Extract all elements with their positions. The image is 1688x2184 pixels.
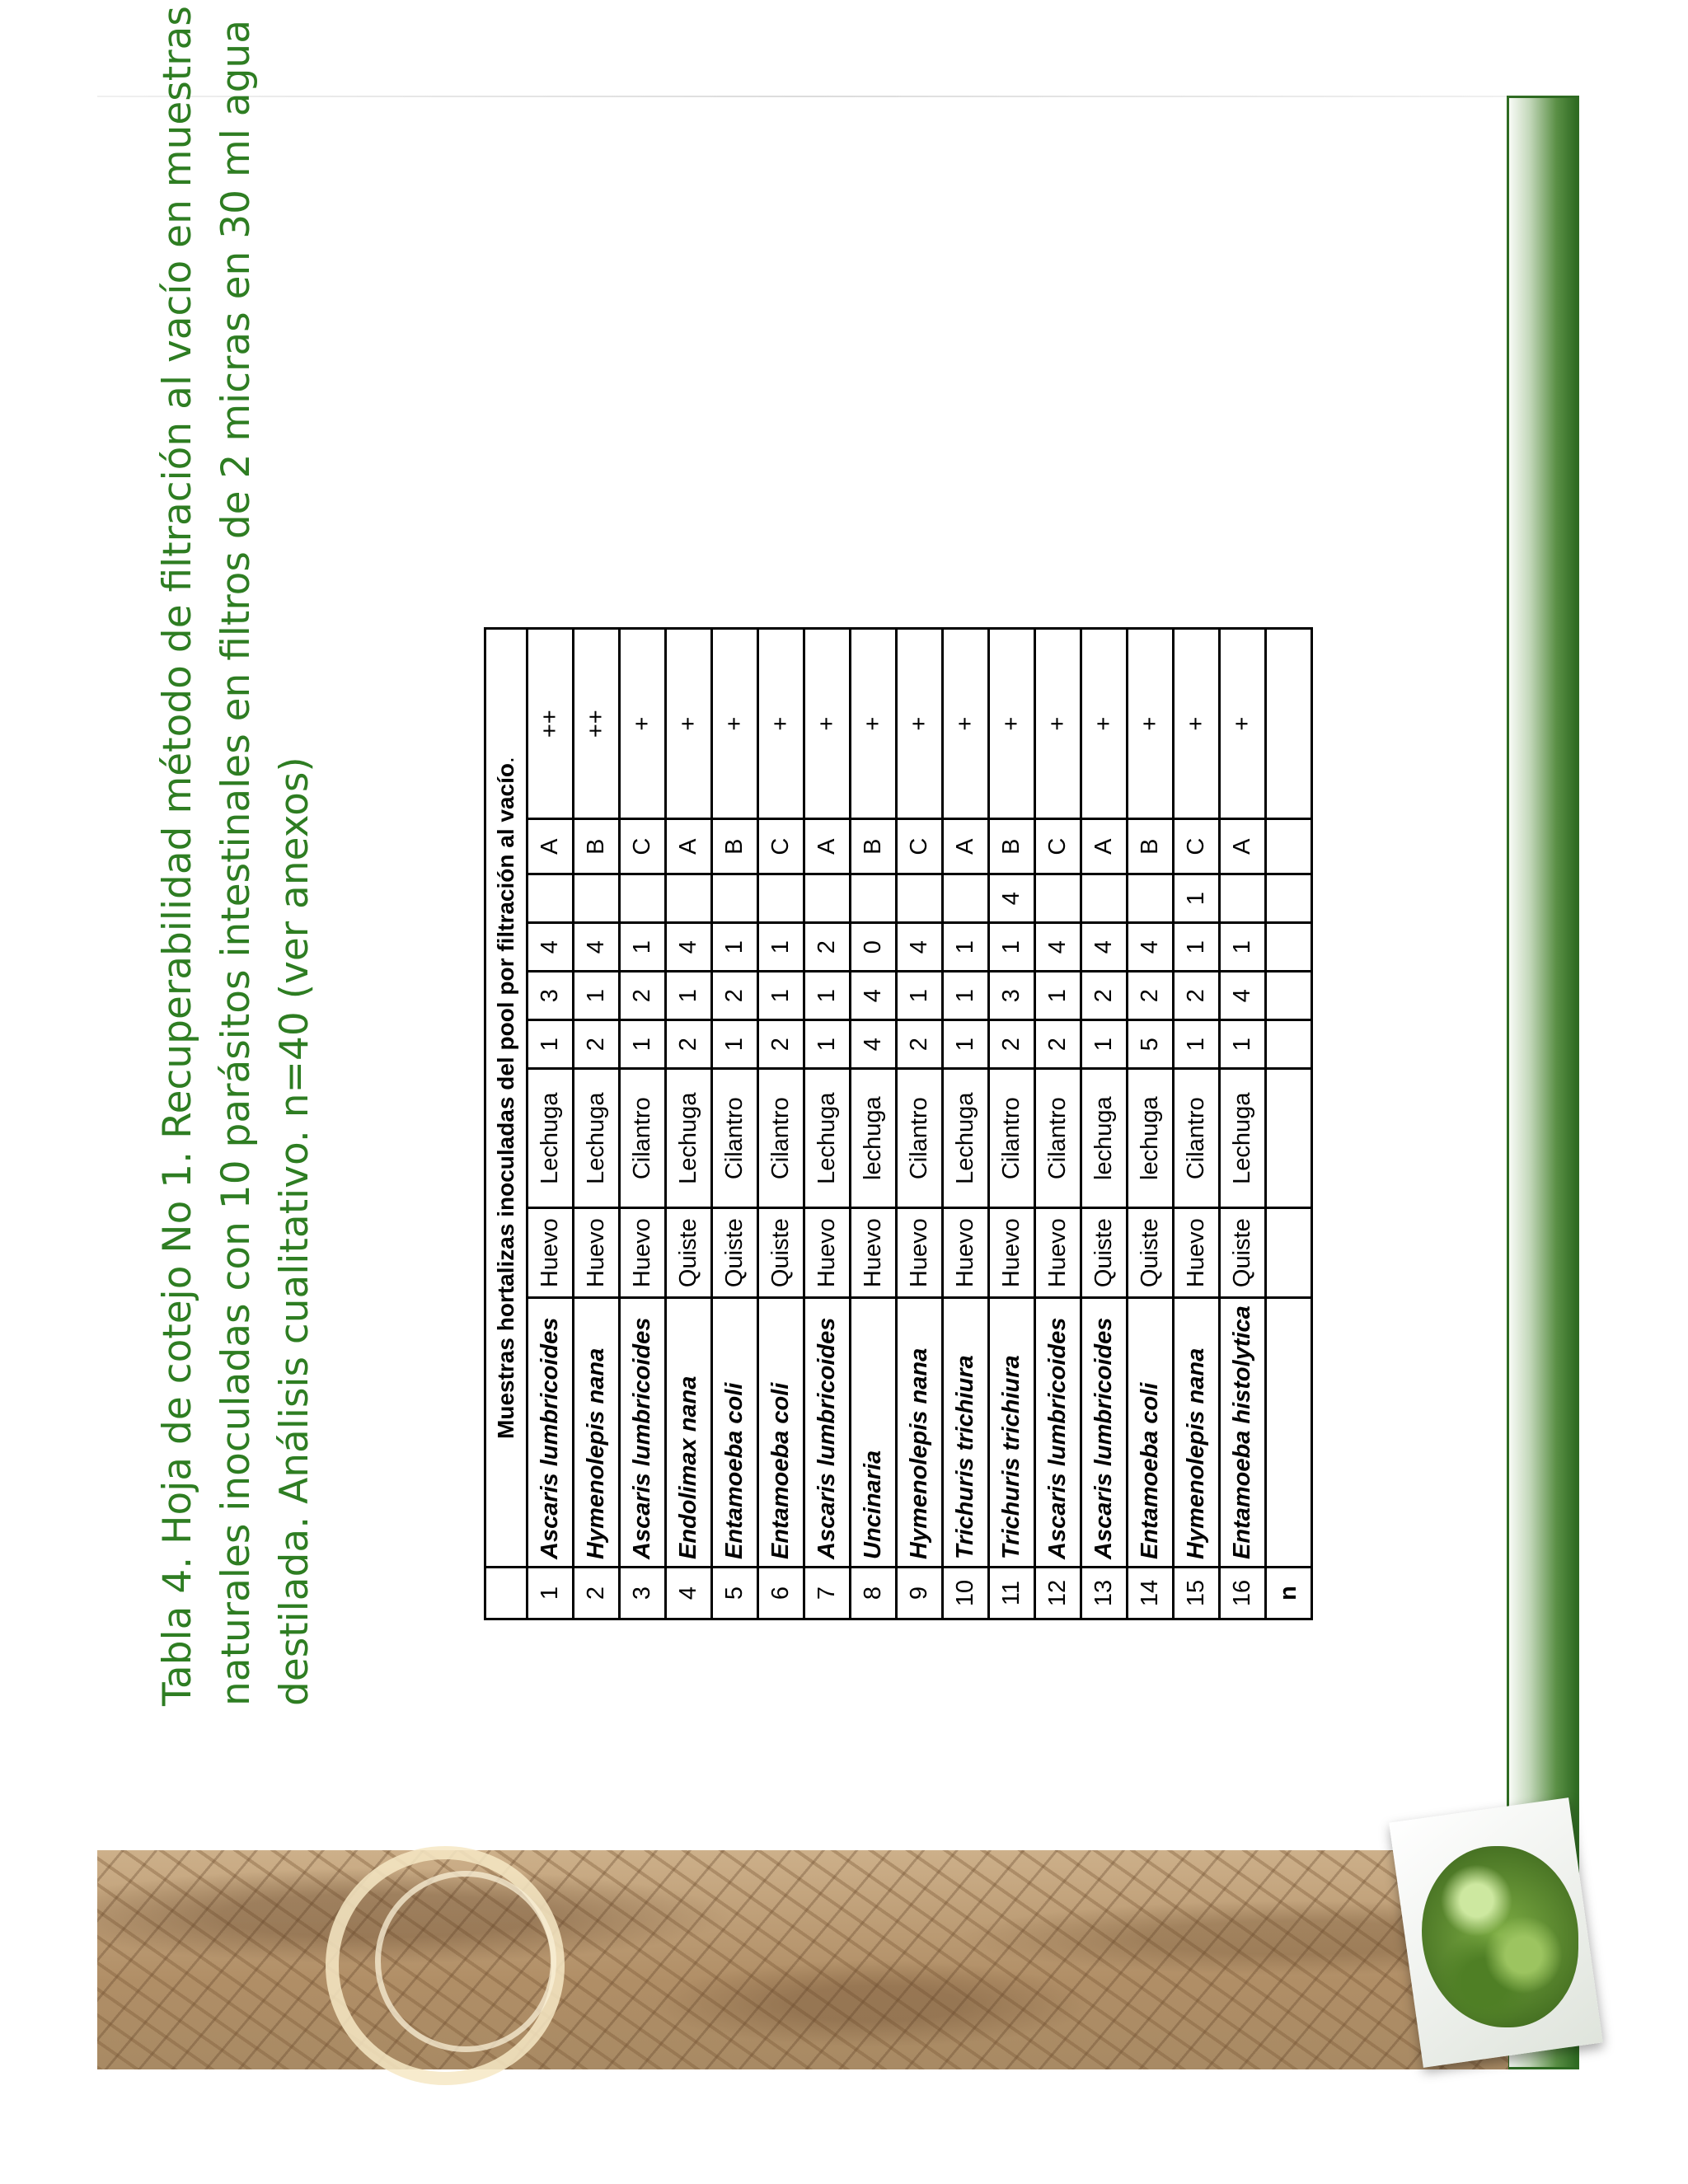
count-cell-3: 4 (528, 923, 574, 972)
footer-cell (1266, 629, 1312, 819)
decorative-ring-inner (375, 1871, 556, 2052)
vegetable-cell: Lechuga (666, 1069, 712, 1208)
species-name: Ascaris lumbricoides (1035, 1298, 1081, 1568)
table-row (804, 629, 851, 1619)
count-cell-4: 1 (1174, 874, 1220, 923)
species-name: Hymenolepis nana (897, 1298, 943, 1568)
count-cell-2: 1 (897, 972, 943, 1020)
vegetable-cell: Cilantro (620, 1069, 666, 1208)
row-number: 15 (1174, 1568, 1220, 1619)
row-number: 1 (528, 1568, 574, 1619)
table-row (1174, 629, 1220, 1619)
stage-cell: Huevo (1174, 1208, 1220, 1298)
count-cell-4 (666, 874, 712, 923)
vegetable-cell: Cilantro (989, 1069, 1035, 1208)
count-cell-1: 2 (666, 1020, 712, 1069)
row-number: 5 (712, 1568, 758, 1619)
count-cell-2: 3 (989, 972, 1035, 1020)
table-row (851, 629, 897, 1619)
table-row (758, 629, 804, 1619)
species-name: Ascaris lumbricoides (620, 1298, 666, 1568)
footer-cell (1266, 874, 1312, 923)
soil-texture-band (97, 1850, 1508, 2069)
vegetable-cell: Lechuga (943, 1069, 989, 1208)
result-cell: + (943, 629, 989, 819)
species-name: Entamoeba coli (1128, 1298, 1174, 1568)
row-number: 11 (989, 1568, 1035, 1619)
group-cell: C (620, 819, 666, 874)
count-cell-3: 2 (804, 923, 851, 972)
stage-cell: Quiste (758, 1208, 804, 1298)
table-row (1220, 629, 1266, 1619)
count-cell-3: 1 (989, 923, 1035, 972)
result-cell: + (1035, 629, 1081, 819)
stage-cell: Quiste (1081, 1208, 1128, 1298)
header-empty-cell (485, 1568, 528, 1619)
species-name: Ascaris lumbricoides (804, 1298, 851, 1568)
vegetable-cell: Cilantro (1174, 1069, 1220, 1208)
table-header-suffix: . (493, 757, 518, 763)
count-cell-1: 4 (851, 1020, 897, 1069)
vegetable-cell: lechuga (1081, 1069, 1128, 1208)
group-cell: A (528, 819, 574, 874)
group-cell: B (712, 819, 758, 874)
row-number: 13 (1081, 1568, 1128, 1619)
result-cell: + (804, 629, 851, 819)
vegetable-cell: lechuga (1128, 1069, 1174, 1208)
group-cell: A (666, 819, 712, 874)
table-header (485, 629, 528, 1568)
footer-cell (1266, 972, 1312, 1020)
stage-cell: Huevo (804, 1208, 851, 1298)
table-row (1035, 629, 1081, 1619)
count-cell-1: 2 (758, 1020, 804, 1069)
species-name: Trichuris trichiura (989, 1298, 1035, 1568)
vegetable-cell: Lechuga (804, 1069, 851, 1208)
count-cell-4 (528, 874, 574, 923)
row-number: 10 (943, 1568, 989, 1619)
stage-cell: Huevo (943, 1208, 989, 1298)
table-row (943, 629, 989, 1619)
group-cell: B (574, 819, 620, 874)
count-cell-4 (712, 874, 758, 923)
count-cell-2: 2 (712, 972, 758, 1020)
count-cell-1: 1 (943, 1020, 989, 1069)
count-cell-4 (1081, 874, 1128, 923)
count-cell-1: 1 (1081, 1020, 1128, 1069)
footer-cell (1266, 1020, 1312, 1069)
result-cell: + (1174, 629, 1220, 819)
vegetable-cell: Lechuga (574, 1069, 620, 1208)
stage-cell: Huevo (620, 1208, 666, 1298)
count-cell-1: 2 (989, 1020, 1035, 1069)
count-cell-4 (851, 874, 897, 923)
row-number: 2 (574, 1568, 620, 1619)
count-cell-2: 1 (666, 972, 712, 1020)
group-cell: B (851, 819, 897, 874)
group-cell: C (1035, 819, 1081, 874)
count-cell-3: 0 (851, 923, 897, 972)
count-cell-2: 4 (851, 972, 897, 1020)
species-name: Ascaris lumbricoides (1081, 1298, 1128, 1568)
count-cell-3: 1 (943, 923, 989, 972)
count-cell-3: 4 (1128, 923, 1174, 972)
stage-cell: Quiste (1220, 1208, 1266, 1298)
stage-cell: Huevo (897, 1208, 943, 1298)
count-cell-4 (943, 874, 989, 923)
row-number: 7 (804, 1568, 851, 1619)
result-cell: + (666, 629, 712, 819)
data-table (484, 627, 1313, 1620)
count-cell-3: 1 (712, 923, 758, 972)
footer-cell (1266, 1298, 1312, 1568)
vegetable-cell: lechuga (851, 1069, 897, 1208)
vegetable-cell: Cilantro (1035, 1069, 1081, 1208)
result-cell: + (620, 629, 666, 819)
table-header-row (485, 629, 528, 1619)
result-cell: + (1081, 629, 1128, 819)
footer-n-label: n (1266, 1568, 1312, 1619)
count-cell-4 (574, 874, 620, 923)
vegetable-cell: Cilantro (897, 1069, 943, 1208)
count-cell-1: 1 (620, 1020, 666, 1069)
result-cell: + (897, 629, 943, 819)
vegetable-cell: Lechuga (528, 1069, 574, 1208)
count-cell-2: 1 (804, 972, 851, 1020)
count-cell-2: 3 (528, 972, 574, 1020)
species-name: Uncinaria (851, 1298, 897, 1568)
group-cell: B (989, 819, 1035, 874)
count-cell-3: 4 (666, 923, 712, 972)
count-cell-2: 1 (1035, 972, 1081, 1020)
count-cell-4: 4 (989, 874, 1035, 923)
count-cell-1: 1 (804, 1020, 851, 1069)
row-number: 14 (1128, 1568, 1174, 1619)
count-cell-2: 4 (1220, 972, 1266, 1020)
count-cell-3: 1 (620, 923, 666, 972)
result-cell: + (989, 629, 1035, 819)
count-cell-1: 5 (1128, 1020, 1174, 1069)
count-cell-1: 1 (1220, 1020, 1266, 1069)
count-cell-2: 2 (1174, 972, 1220, 1020)
footer-cell (1266, 1069, 1312, 1208)
table-row (989, 629, 1035, 1619)
result-cell: + (1128, 629, 1174, 819)
row-number: 16 (1220, 1568, 1266, 1619)
stage-cell: Quiste (712, 1208, 758, 1298)
count-cell-1: 2 (1035, 1020, 1081, 1069)
count-cell-2: 1 (574, 972, 620, 1020)
count-cell-3: 4 (574, 923, 620, 972)
row-number: 6 (758, 1568, 804, 1619)
result-cell: ++ (528, 629, 574, 819)
count-cell-4 (897, 874, 943, 923)
species-name: Entamoeba histolytica (1220, 1298, 1266, 1568)
count-cell-3: 1 (1220, 923, 1266, 972)
table-row (528, 629, 574, 1619)
row-number: 3 (620, 1568, 666, 1619)
species-name: Hymenolepis nana (1174, 1298, 1220, 1568)
table-row (897, 629, 943, 1619)
footer-cell (1266, 923, 1312, 972)
count-cell-2: 2 (1081, 972, 1128, 1020)
footer-cell (1266, 1208, 1312, 1298)
species-name: Ascaris lumbricoides (528, 1298, 574, 1568)
stage-cell: Huevo (574, 1208, 620, 1298)
count-cell-1: 1 (712, 1020, 758, 1069)
row-number: 4 (666, 1568, 712, 1619)
group-cell: B (1128, 819, 1174, 874)
stage-cell: Huevo (528, 1208, 574, 1298)
species-name: Entamoeba coli (758, 1298, 804, 1568)
table-row (620, 629, 666, 1619)
vegetable-cell: Cilantro (758, 1069, 804, 1208)
table-row (1128, 629, 1174, 1619)
stage-cell: Quiste (1128, 1208, 1174, 1298)
group-cell: A (1220, 819, 1266, 874)
table-footer-row (1266, 629, 1312, 1619)
count-cell-3: 4 (1035, 923, 1081, 972)
table-body (528, 629, 1266, 1619)
species-name: Trichuris trichiura (943, 1298, 989, 1568)
count-cell-4 (1220, 874, 1266, 923)
row-number: 8 (851, 1568, 897, 1619)
count-cell-2: 2 (620, 972, 666, 1020)
result-cell: + (758, 629, 804, 819)
group-cell: C (1174, 819, 1220, 874)
count-cell-4 (1128, 874, 1174, 923)
table-caption: Tabla 4. Hoja de cotejo No 1. Recuperabilidad método de filtración al vacío en muestras naturales inoculadas con 10 parásitos intestinales en filtros de 2 micras en 30 ml agua destilada. Análisis cualitativo. n=40 (ver anexos) (155, 6, 317, 1706)
stage-cell: Huevo (989, 1208, 1035, 1298)
count-cell-2: 2 (1128, 972, 1174, 1020)
species-name: Endolimax nana (666, 1298, 712, 1568)
count-cell-1: 1 (528, 1020, 574, 1069)
table-row (1081, 629, 1128, 1619)
count-cell-3: 1 (1174, 923, 1220, 972)
stage-cell: Huevo (851, 1208, 897, 1298)
footer-cell (1266, 819, 1312, 874)
row-number: 12 (1035, 1568, 1081, 1619)
table-row (666, 629, 712, 1619)
result-cell: + (712, 629, 758, 819)
row-number: 9 (897, 1568, 943, 1619)
count-cell-2: 1 (758, 972, 804, 1020)
group-cell: A (804, 819, 851, 874)
group-cell: A (943, 819, 989, 874)
vegetable-cell: Lechuga (1220, 1069, 1266, 1208)
species-name: Hymenolepis nana (574, 1298, 620, 1568)
count-cell-1: 2 (897, 1020, 943, 1069)
count-cell-4 (758, 874, 804, 923)
count-cell-3: 4 (1081, 923, 1128, 972)
table-header-text: Muestras hortalizas inoculadas del pool por filtración al vacío (493, 763, 518, 1439)
count-cell-1: 2 (574, 1020, 620, 1069)
group-cell: C (758, 819, 804, 874)
count-cell-3: 4 (897, 923, 943, 972)
vegetable-cell: Cilantro (712, 1069, 758, 1208)
group-cell: C (897, 819, 943, 874)
stage-cell: Quiste (666, 1208, 712, 1298)
table-row (712, 629, 758, 1619)
stage-cell: Huevo (1035, 1208, 1081, 1298)
result-cell: + (851, 629, 897, 819)
group-cell: A (1081, 819, 1128, 874)
count-cell-4 (1035, 874, 1081, 923)
count-cell-3: 1 (758, 923, 804, 972)
result-cell: ++ (574, 629, 620, 819)
rotated-slide-content (148, 0, 1665, 1764)
count-cell-4 (620, 874, 666, 923)
count-cell-2: 1 (943, 972, 989, 1020)
table-row (574, 629, 620, 1619)
species-name: Entamoeba coli (712, 1298, 758, 1568)
count-cell-1: 1 (1174, 1020, 1220, 1069)
count-cell-4 (804, 874, 851, 923)
result-cell: + (1220, 629, 1266, 819)
